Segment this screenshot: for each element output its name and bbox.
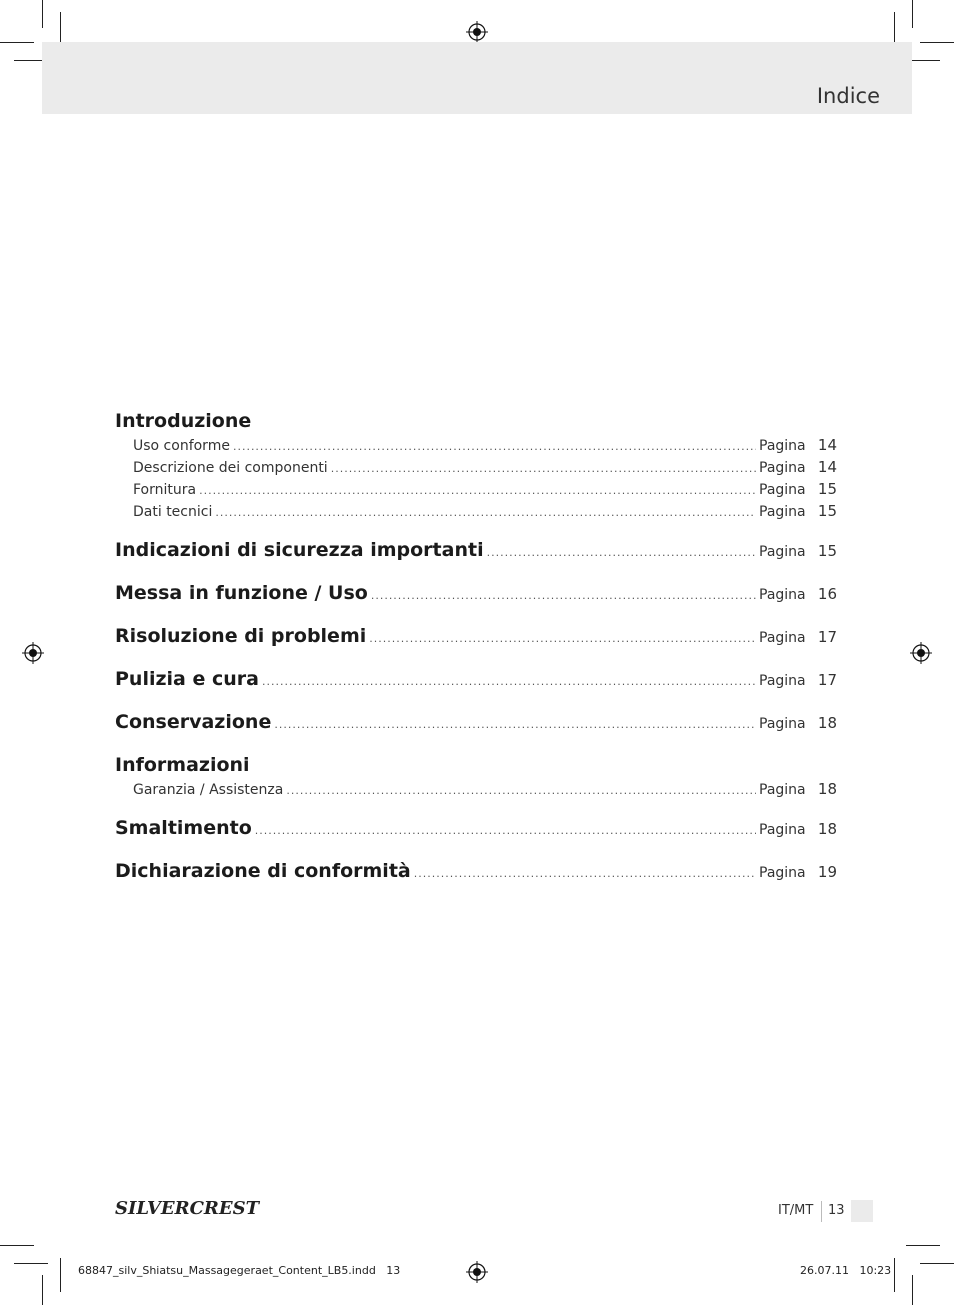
toc-entry[interactable] [115, 502, 837, 524]
crop-mark [42, 0, 43, 28]
crop-mark [0, 1245, 34, 1246]
toc-entry-title: Descrizione dei componenti [133, 460, 328, 476]
crop-mark [0, 42, 34, 43]
footer-divider [821, 1201, 822, 1222]
toc-section[interactable] [115, 711, 837, 739]
page-number: 14 [817, 458, 837, 476]
toc-section [115, 410, 837, 436]
crop-mark [920, 42, 954, 43]
toc-section[interactable] [115, 539, 837, 567]
page-number: 17 [817, 671, 837, 689]
page-word: Pagina [759, 630, 806, 646]
toc-section-title: Messa in funzione / Uso [115, 582, 368, 604]
table-of-contents [115, 410, 837, 888]
leader-dots [233, 440, 756, 453]
crop-mark [912, 0, 913, 28]
crop-mark [42, 1275, 43, 1305]
registration-mark-icon [466, 21, 488, 43]
toc-entry-title: Uso conforme [133, 438, 230, 454]
toc-section[interactable] [115, 582, 837, 610]
toc-section[interactable] [115, 668, 837, 696]
page-word: Pagina [759, 587, 806, 603]
print-slug-file: 68847_silv_Shiatsu_Massagegeraet_Content_LB5.indd 13 [78, 1264, 401, 1277]
page-word: Pagina [759, 482, 806, 498]
toc-section-title: Pulizia e cura [115, 668, 259, 690]
crop-mark [894, 12, 895, 46]
crop-mark [14, 1263, 48, 1264]
leader-dots [255, 824, 756, 837]
registration-mark-icon [22, 642, 44, 664]
toc-entry[interactable] [115, 780, 837, 802]
leader-dots [487, 546, 756, 559]
page-word: Pagina [759, 673, 806, 689]
toc-entry[interactable] [115, 480, 837, 502]
toc-entry-title: Fornitura [133, 482, 197, 498]
page-number: 15 [817, 542, 837, 560]
leader-dots [286, 784, 756, 797]
toc-section-title: Risoluzione di problemi [115, 625, 367, 647]
page-title: Indice [816, 84, 880, 108]
crop-mark [912, 1275, 913, 1305]
page-number: 16 [817, 585, 837, 603]
crop-mark [60, 1258, 61, 1292]
language-code: IT/MT [778, 1203, 814, 1218]
toc-entry[interactable] [115, 436, 837, 458]
page-word: Pagina [759, 865, 806, 881]
page-word: Pagina [759, 438, 806, 454]
leader-dots [262, 675, 756, 688]
page-number: 18 [817, 780, 837, 798]
leader-dots [199, 484, 756, 497]
crop-mark [894, 1258, 895, 1292]
leader-dots [369, 632, 756, 645]
footer-page-number: 13 [828, 1203, 845, 1218]
leader-dots [331, 462, 756, 475]
page-number: 18 [817, 714, 837, 732]
footer-tab [851, 1200, 873, 1222]
leader-dots [274, 718, 756, 731]
page-word: Pagina [759, 782, 806, 798]
page-word: Pagina [759, 460, 806, 476]
page-number: 19 [817, 863, 837, 881]
registration-mark-icon [466, 1261, 488, 1283]
page-number: 17 [817, 628, 837, 646]
page-number: 15 [817, 502, 837, 520]
page-word: Pagina [759, 544, 806, 560]
toc-section-title: Introduzione [115, 410, 252, 432]
page-word: Pagina [759, 822, 806, 838]
toc-section-title: Dichiarazione di conformità [115, 860, 411, 882]
crop-mark [920, 1263, 954, 1264]
page-number: 18 [817, 820, 837, 838]
toc-entry-title: Garanzia / Assistenza [133, 782, 284, 798]
toc-entry[interactable] [115, 458, 837, 480]
page-word: Pagina [759, 716, 806, 732]
toc-section-title: Conservazione [115, 711, 272, 733]
print-slug-datetime: 26.07.11 10:23 [800, 1264, 892, 1277]
toc-section [115, 754, 837, 780]
crop-mark [60, 12, 61, 46]
header-band [42, 42, 912, 114]
page-number: 15 [817, 480, 837, 498]
toc-entry-title: Dati tecnici [133, 504, 213, 520]
leader-dots [371, 589, 756, 602]
brand-logo: SILVERCREST [115, 1198, 259, 1219]
toc-section[interactable] [115, 860, 837, 888]
toc-section-title: Indicazioni di sicurezza importanti [115, 539, 484, 561]
page-number: 14 [817, 436, 837, 454]
toc-section[interactable] [115, 817, 837, 845]
toc-section-title: Informazioni [115, 754, 250, 776]
leader-dots [414, 867, 756, 880]
leader-dots [215, 506, 756, 519]
toc-section-title: Smaltimento [115, 817, 252, 839]
crop-mark [906, 1245, 940, 1246]
registration-mark-icon [910, 642, 932, 664]
toc-section[interactable] [115, 625, 837, 653]
page-word: Pagina [759, 504, 806, 520]
